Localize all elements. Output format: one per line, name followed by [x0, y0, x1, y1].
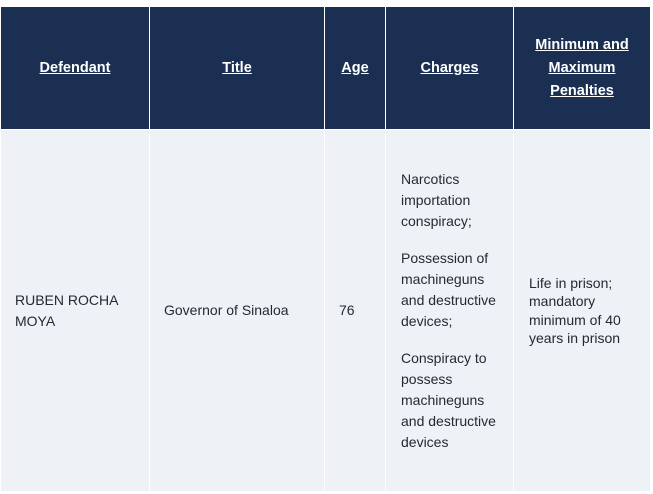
- defendant-age: 76: [339, 302, 355, 318]
- header-defendant: Defendant: [1, 7, 150, 130]
- table-row: [1, 130, 651, 492]
- cell-charges: [386, 130, 514, 492]
- header-charges: Charges: [386, 7, 514, 130]
- header-penalties: [514, 7, 651, 130]
- charge-item: Narcotics importation conspiracy;: [401, 170, 472, 229]
- cell-penalties: [514, 130, 651, 492]
- cell-title: [150, 130, 325, 492]
- charges-table: [0, 6, 651, 492]
- charge-item: Possession of machineguns and destructive devices;: [401, 249, 496, 329]
- charges-table-container: [0, 6, 653, 492]
- penalty-text: Life in prison; mandatory minimum of 40 years in prison: [529, 274, 621, 346]
- header-penalties-label: Minimum and Maximum Penalties: [535, 36, 629, 99]
- defendant-title: Governor of Sinaloa: [164, 302, 289, 318]
- cell-age: [325, 130, 386, 492]
- cell-defendant: [1, 130, 150, 492]
- charge-item: Conspiracy to possess machineguns and destructive devices: [401, 349, 496, 450]
- defendant-name: RUBEN ROCHA MOYA: [15, 291, 118, 329]
- header-title: Title: [150, 7, 325, 130]
- table-header-row: [1, 7, 651, 130]
- header-age: Age: [325, 7, 386, 130]
